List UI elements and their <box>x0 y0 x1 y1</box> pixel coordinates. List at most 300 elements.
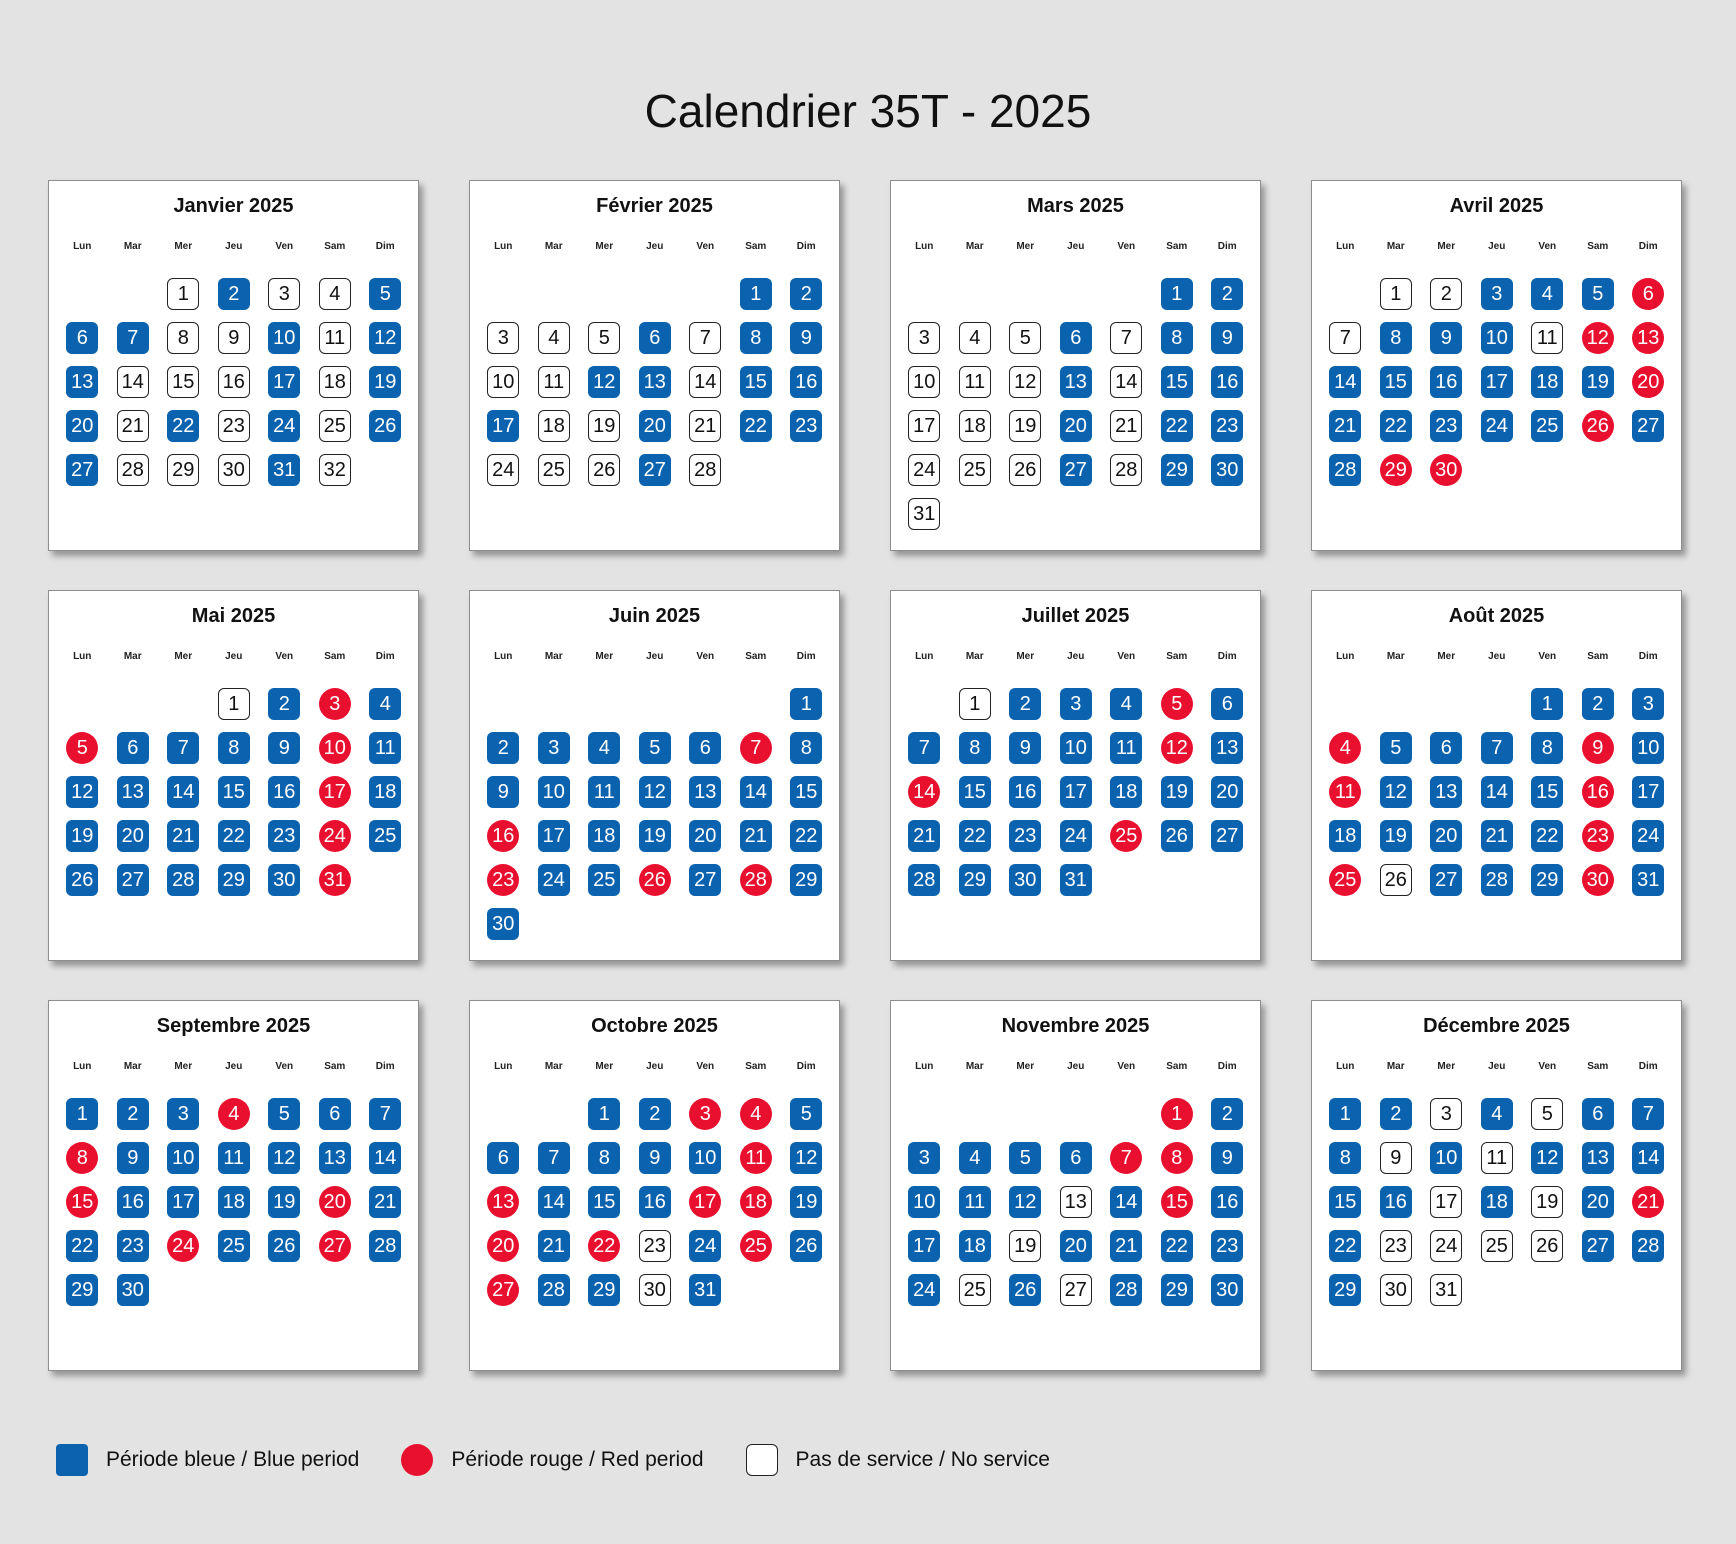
blue-period-day: 18 <box>218 1186 250 1218</box>
no-service-day: 18 <box>959 410 991 442</box>
day-cell <box>529 360 580 404</box>
blue-period-day: 12 <box>66 776 98 808</box>
red-period-day: 24 <box>167 1230 199 1262</box>
empty-cell <box>899 1092 950 1136</box>
blue-period-day: 6 <box>1582 1098 1614 1130</box>
day-cell <box>680 448 731 492</box>
blue-period-day: 23 <box>1430 410 1462 442</box>
day-cell <box>57 814 108 858</box>
day-cell <box>1152 1136 1203 1180</box>
blue-period-day: 19 <box>268 1186 300 1218</box>
blue-period-day: 18 <box>369 776 401 808</box>
weekday-label: Ven <box>275 241 294 252</box>
day-cell <box>209 726 260 770</box>
day-cell <box>1000 682 1051 726</box>
red-period-day: 25 <box>740 1230 772 1262</box>
day-cell <box>1152 404 1203 448</box>
blue-period-day: 25 <box>1531 410 1563 442</box>
day-cell <box>529 404 580 448</box>
day-cell <box>1623 726 1674 770</box>
day-cell <box>1051 360 1102 404</box>
empty-cell <box>529 682 580 726</box>
blue-period-day: 30 <box>487 908 519 940</box>
weekday-label: Mar <box>1386 241 1405 252</box>
blue-period-day: 17 <box>1060 776 1092 808</box>
empty-cell <box>899 682 950 726</box>
red-period-day: 15 <box>1161 1186 1193 1218</box>
day-cell <box>259 726 310 770</box>
blue-period-day: 22 <box>1531 820 1563 852</box>
no-service-day: 26 <box>588 454 620 486</box>
day-cell <box>360 770 411 814</box>
weekday-label: Dim <box>375 651 395 662</box>
blue-period-day: 31 <box>268 454 300 486</box>
day-cell <box>579 770 630 814</box>
blue-period-day: 2 <box>117 1098 149 1130</box>
empty-cell <box>108 272 159 316</box>
days-grid <box>1320 682 1674 902</box>
no-service-day: 1 <box>218 688 250 720</box>
day-cell <box>108 1092 159 1136</box>
day-cell <box>1421 1224 1472 1268</box>
day-cell <box>630 316 681 360</box>
day-cell <box>1472 1136 1523 1180</box>
blue-period-day: 31 <box>689 1274 721 1306</box>
day-cell <box>529 1180 580 1224</box>
day-cell <box>57 1180 108 1224</box>
no-service-day: 3 <box>268 278 300 310</box>
day-cell <box>1101 1136 1152 1180</box>
day-cell <box>579 1180 630 1224</box>
weekday-label: Mer <box>1016 1061 1035 1072</box>
blue-period-day: 9 <box>790 322 822 354</box>
blue-period-day: 4 <box>369 688 401 720</box>
weekday-label: Mer <box>174 241 193 252</box>
red-period-day: 30 <box>1430 454 1462 486</box>
day-cell <box>1152 316 1203 360</box>
blue-period-day: 26 <box>1161 820 1193 852</box>
no-service-day: 3 <box>908 322 940 354</box>
no-service-day: 21 <box>117 410 149 442</box>
red-period-day: 27 <box>319 1230 351 1262</box>
day-cell <box>1051 1180 1102 1224</box>
day-cell <box>1472 1224 1523 1268</box>
blue-period-day: 30 <box>1009 864 1041 896</box>
day-cell <box>1101 1180 1152 1224</box>
day-cell <box>259 1180 310 1224</box>
day-cell <box>529 770 580 814</box>
blue-period-day: 9 <box>487 776 519 808</box>
no-service-day: 13 <box>1060 1186 1092 1218</box>
no-service-day: 10 <box>487 366 519 398</box>
legend-label: Période rouge / Red period <box>451 1448 704 1471</box>
no-service-day: 9 <box>218 322 250 354</box>
blue-period-day: 13 <box>1060 366 1092 398</box>
no-service-day: 28 <box>117 454 149 486</box>
day-cell <box>1371 272 1422 316</box>
blue-period-day: 17 <box>908 1230 940 1262</box>
day-cell <box>310 272 361 316</box>
blue-period-day: 8 <box>588 1142 620 1174</box>
weekday-label: Jeu <box>225 1061 243 1072</box>
weekday-label: Dim <box>796 1061 816 1072</box>
no-service-day: 14 <box>117 366 149 398</box>
weekday-label: Mar <box>544 241 563 252</box>
day-cell <box>1101 726 1152 770</box>
day-cell <box>1522 1224 1573 1268</box>
no-service-day: 14 <box>689 366 721 398</box>
no-service-day: 3 <box>1430 1098 1462 1130</box>
no-service-day: 19 <box>1531 1186 1563 1218</box>
day-cell <box>1522 1136 1573 1180</box>
weekday-label: Lun <box>915 241 934 252</box>
blue-period-day: 5 <box>1582 278 1614 310</box>
day-cell <box>1320 448 1371 492</box>
blue-period-day: 11 <box>1110 732 1142 764</box>
weekday-header <box>899 241 1253 252</box>
blue-period-day: 21 <box>1481 820 1513 852</box>
red-period-day: 12 <box>1161 732 1193 764</box>
day-cell <box>57 360 108 404</box>
empty-cell <box>680 682 731 726</box>
blue-period-day: 8 <box>1531 732 1563 764</box>
day-cell <box>360 272 411 316</box>
blue-period-day: 12 <box>268 1142 300 1174</box>
month-title: Septembre 2025 <box>156 1015 311 1037</box>
day-cell <box>478 858 529 902</box>
day-cell <box>209 1224 260 1268</box>
blue-period-day: 3 <box>1060 688 1092 720</box>
day-cell <box>108 316 159 360</box>
day-cell <box>360 726 411 770</box>
blue-period-day: 29 <box>1329 1274 1361 1306</box>
day-cell <box>1421 1268 1472 1312</box>
red-period-day: 21 <box>1632 1186 1664 1218</box>
day-cell <box>579 1136 630 1180</box>
month-card <box>890 1000 1261 1371</box>
day-cell <box>1371 316 1422 360</box>
red-period-day: 20 <box>1632 366 1664 398</box>
day-cell <box>899 726 950 770</box>
red-period-day: 28 <box>740 864 772 896</box>
day-cell <box>1522 1180 1573 1224</box>
empty-cell <box>1320 682 1371 726</box>
day-cell <box>158 1136 209 1180</box>
blue-period-day: 21 <box>369 1186 401 1218</box>
day-cell <box>158 814 209 858</box>
day-cell <box>781 360 832 404</box>
blue-period-day: 29 <box>1531 864 1563 896</box>
day-cell <box>1421 1092 1472 1136</box>
day-cell <box>1623 360 1674 404</box>
day-cell <box>680 726 731 770</box>
day-cell <box>1522 814 1573 858</box>
day-cell <box>1573 770 1624 814</box>
day-cell <box>1472 316 1523 360</box>
blue-period-day: 13 <box>689 776 721 808</box>
day-cell <box>1623 682 1674 726</box>
blue-period-day: 26 <box>268 1230 300 1262</box>
no-service-day: 30 <box>639 1274 671 1306</box>
blue-period-day: 3 <box>1632 688 1664 720</box>
day-cell <box>57 404 108 448</box>
blue-period-day: 6 <box>689 732 721 764</box>
day-cell <box>1051 726 1102 770</box>
blue-period-day: 2 <box>487 732 519 764</box>
weekday-label: Lun <box>915 1061 934 1072</box>
red-period-day: 11 <box>740 1142 772 1174</box>
day-cell <box>1421 404 1472 448</box>
blue-period-day: 19 <box>790 1186 822 1218</box>
blue-period-day: 15 <box>740 366 772 398</box>
blue-period-day: 28 <box>1481 864 1513 896</box>
month-title: Décembre 2025 <box>1423 1015 1570 1037</box>
blue-period-day: 11 <box>369 732 401 764</box>
day-cell <box>950 360 1001 404</box>
empty-cell <box>57 272 108 316</box>
weekday-header <box>57 651 411 662</box>
no-service-day: 31 <box>1430 1274 1462 1306</box>
blue-period-day: 2 <box>790 278 822 310</box>
day-cell <box>1320 770 1371 814</box>
red-period-day: 4 <box>1329 732 1361 764</box>
blue-period-day: 22 <box>740 410 772 442</box>
weekday-label: Lun <box>915 651 934 662</box>
day-cell <box>158 448 209 492</box>
weekday-label: Mer <box>1437 651 1456 662</box>
blue-period-day: 28 <box>369 1230 401 1262</box>
day-cell <box>1000 1268 1051 1312</box>
legend-label: Pas de service / No service <box>795 1448 1050 1471</box>
blue-period-day: 5 <box>369 278 401 310</box>
red-period-day: 7 <box>1110 1142 1142 1174</box>
days-grid <box>899 272 1253 536</box>
day-cell <box>781 726 832 770</box>
day-cell <box>1000 404 1051 448</box>
no-service-day: 28 <box>689 454 721 486</box>
day-cell <box>1573 1092 1624 1136</box>
day-cell <box>1000 1136 1051 1180</box>
blue-period-day: 4 <box>1110 688 1142 720</box>
weekday-label: Mer <box>174 651 193 662</box>
day-cell <box>899 448 950 492</box>
blue-period-day: 18 <box>1481 1186 1513 1218</box>
day-cell <box>57 726 108 770</box>
day-cell <box>1573 682 1624 726</box>
day-cell <box>899 404 950 448</box>
day-cell <box>1522 316 1573 360</box>
day-cell <box>1000 858 1051 902</box>
weekday-label: Dim <box>1217 651 1237 662</box>
blue-period-day: 8 <box>1161 322 1193 354</box>
red-period-day: 31 <box>319 864 351 896</box>
day-cell <box>630 404 681 448</box>
empty-cell <box>630 682 681 726</box>
blue-period-day: 9 <box>1211 322 1243 354</box>
day-cell <box>478 1224 529 1268</box>
day-cell <box>781 272 832 316</box>
day-cell <box>950 726 1001 770</box>
day-cell <box>1320 858 1371 902</box>
blue-period-day: 10 <box>167 1142 199 1174</box>
day-cell <box>781 1092 832 1136</box>
blue-period-day: 9 <box>268 732 300 764</box>
no-service-day: 30 <box>218 454 250 486</box>
day-cell <box>1101 316 1152 360</box>
day-cell <box>899 1224 950 1268</box>
month-card <box>890 180 1261 551</box>
day-cell <box>158 360 209 404</box>
blue-period-day: 12 <box>369 322 401 354</box>
day-cell <box>1101 682 1152 726</box>
no-service-day: 31 <box>908 498 940 530</box>
day-cell <box>1371 770 1422 814</box>
month-title: Juin 2025 <box>608 605 701 627</box>
blue-period-day: 8 <box>790 732 822 764</box>
month-card <box>1311 180 1682 551</box>
weekday-label: Jeu <box>1067 1061 1085 1072</box>
blue-period-day: 16 <box>1430 366 1462 398</box>
weekday-label: Ven <box>696 651 715 662</box>
no-service-day: 4 <box>319 278 351 310</box>
day-cell <box>579 448 630 492</box>
day-cell <box>209 448 260 492</box>
no-service-day: 1 <box>959 688 991 720</box>
blue-period-day: 14 <box>167 776 199 808</box>
day-cell <box>158 858 209 902</box>
blue-period-day: 23 <box>790 410 822 442</box>
day-cell <box>1472 1092 1523 1136</box>
day-cell <box>1101 448 1152 492</box>
red-period-day: 15 <box>66 1186 98 1218</box>
day-cell <box>1623 1136 1674 1180</box>
red-period-day: 5 <box>66 732 98 764</box>
day-cell <box>209 814 260 858</box>
day-cell <box>1472 770 1523 814</box>
blue-period-day: 19 <box>1582 366 1614 398</box>
day-cell <box>1472 404 1523 448</box>
blue-period-day: 7 <box>908 732 940 764</box>
month-card <box>469 590 840 961</box>
day-cell <box>579 316 630 360</box>
day-cell <box>310 1180 361 1224</box>
blue-period-day: 9 <box>117 1142 149 1174</box>
day-cell <box>1371 448 1422 492</box>
day-cell <box>1101 404 1152 448</box>
day-cell <box>950 814 1001 858</box>
months-grid <box>48 180 1682 1371</box>
blue-period-day: 13 <box>639 366 671 398</box>
day-cell <box>1202 1268 1253 1312</box>
day-cell <box>529 316 580 360</box>
days-grid <box>899 1092 1253 1312</box>
blue-period-day: 30 <box>1211 1274 1243 1306</box>
day-cell <box>630 814 681 858</box>
day-cell <box>1101 360 1152 404</box>
month-title: Avril 2025 <box>1449 195 1544 217</box>
no-service-day: 14 <box>1110 366 1142 398</box>
day-cell <box>1202 1180 1253 1224</box>
weekday-label: Dim <box>1217 241 1237 252</box>
no-service-day: 23 <box>1380 1230 1412 1262</box>
day-cell <box>781 1136 832 1180</box>
red-period-day: 27 <box>487 1274 519 1306</box>
day-cell <box>1202 1224 1253 1268</box>
day-cell <box>310 1224 361 1268</box>
no-service-day: 4 <box>959 322 991 354</box>
blue-period-day: 30 <box>1211 454 1243 486</box>
day-cell <box>360 682 411 726</box>
weekday-label: Mar <box>1386 651 1405 662</box>
day-cell <box>731 404 782 448</box>
day-cell <box>1623 404 1674 448</box>
day-cell <box>781 770 832 814</box>
blue-period-day: 7 <box>117 322 149 354</box>
blue-period-day: 3 <box>1481 278 1513 310</box>
day-cell <box>1202 448 1253 492</box>
blue-period-day: 29 <box>1161 1274 1193 1306</box>
blue-period-day: 13 <box>1430 776 1462 808</box>
blue-period-day: 19 <box>66 820 98 852</box>
no-service-day: 19 <box>588 410 620 442</box>
weekday-header <box>478 651 832 662</box>
no-service-day: 25 <box>538 454 570 486</box>
blue-period-day: 17 <box>167 1186 199 1218</box>
blue-period-day: 16 <box>1380 1186 1412 1218</box>
empty-cell <box>731 682 782 726</box>
red-period-day: 16 <box>487 820 519 852</box>
day-cell <box>680 1180 731 1224</box>
blue-period-day: 29 <box>218 864 250 896</box>
day-cell <box>1573 1180 1624 1224</box>
no-service-day: 23 <box>639 1230 671 1262</box>
blue-period-day: 13 <box>319 1142 351 1174</box>
month-title: Octobre 2025 <box>591 1015 718 1037</box>
day-cell <box>1371 1268 1422 1312</box>
no-service-day: 21 <box>1110 410 1142 442</box>
day-cell <box>1623 1224 1674 1268</box>
day-cell <box>630 1180 681 1224</box>
day-cell <box>209 858 260 902</box>
blue-period-day: 30 <box>117 1274 149 1306</box>
empty-cell <box>680 272 731 316</box>
blue-period-day: 9 <box>1009 732 1041 764</box>
blue-period-day: 29 <box>66 1274 98 1306</box>
day-cell <box>950 682 1001 726</box>
day-cell <box>1421 448 1472 492</box>
weekday-label: Lun <box>494 241 513 252</box>
day-cell <box>259 1136 310 1180</box>
month-title: Août 2025 <box>1448 605 1545 627</box>
empty-cell <box>1421 682 1472 726</box>
day-cell <box>1152 448 1203 492</box>
weekday-label: Ven <box>275 651 294 662</box>
day-cell <box>1101 814 1152 858</box>
day-cell <box>310 726 361 770</box>
no-service-day: 1 <box>1380 278 1412 310</box>
no-service-day: 11 <box>1531 322 1563 354</box>
month-title: Juillet 2025 <box>1021 605 1130 627</box>
blue-period-day: 24 <box>268 410 300 442</box>
blue-period-day: 27 <box>66 454 98 486</box>
blue-period-day: 28 <box>1110 1274 1142 1306</box>
blue-period-day: 15 <box>790 776 822 808</box>
month-title: Mars 2025 <box>1027 195 1124 217</box>
blue-period-day: 15 <box>959 776 991 808</box>
day-cell <box>680 316 731 360</box>
day-cell <box>680 1136 731 1180</box>
blue-period-day: 6 <box>1430 732 1462 764</box>
